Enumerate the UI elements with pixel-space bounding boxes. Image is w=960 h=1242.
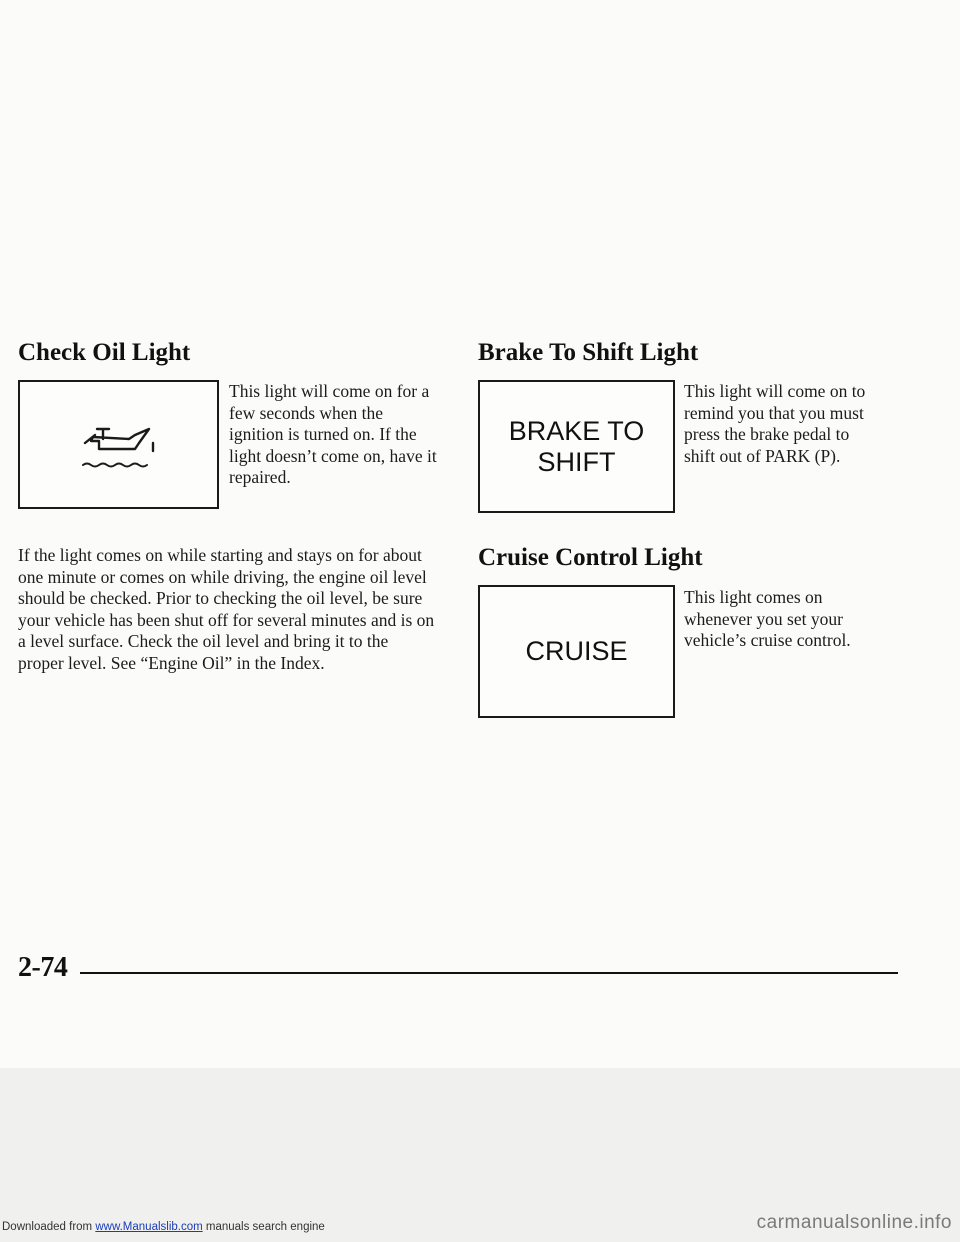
download-banner-suffix: manuals search engine (202, 1221, 325, 1233)
brake-to-shift-indicator-label: BRAKE TO SHIFT (508, 415, 645, 477)
brake-to-shift-indicator-box (478, 380, 675, 513)
download-banner-prefix: Downloaded from (2, 1221, 96, 1233)
check-oil-side-text: This light will come on for a few seconds when the ignition is turned on. If the light doesn’t come on, have it repaired. (229, 381, 437, 487)
oil-can-icon (59, 405, 179, 485)
cruise-indicator-box (478, 585, 675, 718)
check-oil-indicator-box (18, 380, 219, 509)
download-banner (2, 1221, 325, 1233)
manualslib-link[interactable]: www.Manualslib.com (95, 1221, 203, 1233)
check-oil-heading: Check Oil Light (18, 339, 191, 366)
footer-rule (80, 972, 898, 974)
brake-to-shift-heading: Brake To Shift Light (478, 339, 699, 366)
cruise-side-text: This light comes on whenever you set your vehicle’s cruise control. (684, 587, 851, 650)
page-number: 2-74 (18, 952, 68, 983)
check-oil-body-text: If the light comes on while starting and stays on for about one minute or comes on while driving, the engine oil level should be checked. Prior to checking the oil level, be sure your vehicle has been shut off for several minutes and is on a level surface. Check the oil level and bring it to the proper level. See “Engine Oil” in the Index. (18, 545, 435, 673)
cruise-indicator-label: CRUISE (525, 636, 628, 666)
watermark-logo: carmanualsonline.info (756, 1212, 952, 1233)
brake-to-shift-side-text: This light will come on to remind you that you must press the brake pedal to shift out of PARK (P). (684, 381, 866, 466)
cruise-control-heading: Cruise Control Light (478, 544, 703, 571)
